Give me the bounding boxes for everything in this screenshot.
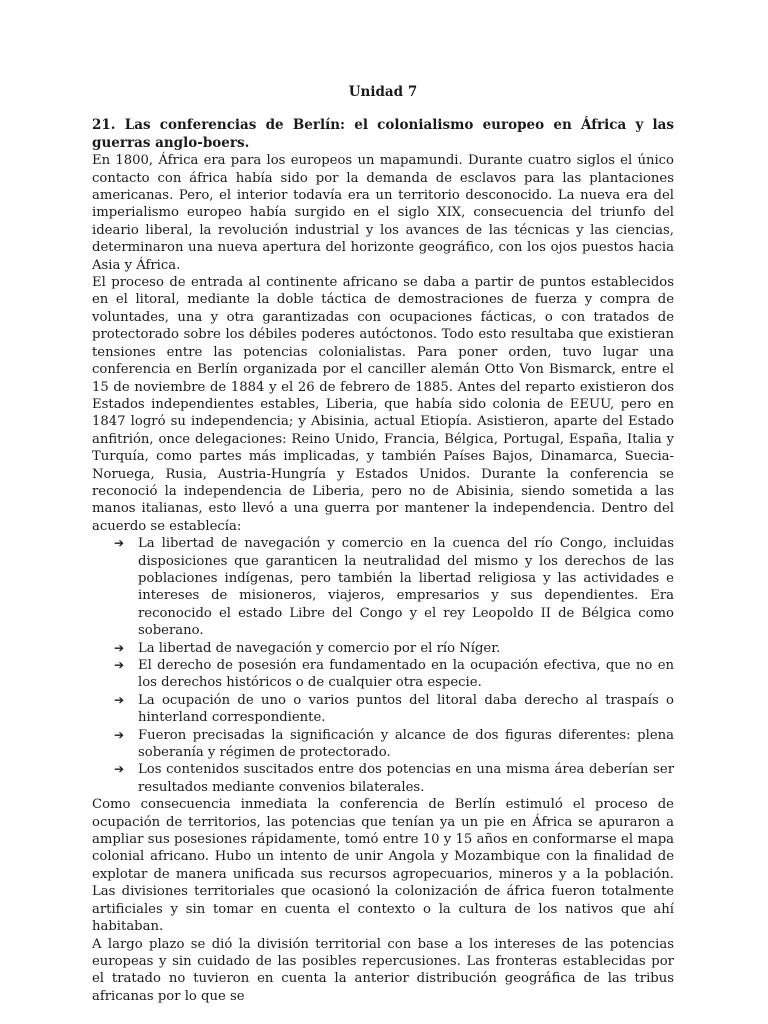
right-arrow-icon: ➔ xyxy=(114,640,125,655)
list-item-text: La libertad de navegación y comercio en la cuenca del río Congo, incluidas disposiciones que garanticen la neutralidad del mismo y los derechos de las poblaciones indígenas, pero también la libertad religiosa y las actividades e intereses de misioneros, viajeros, empresarios y sus dependientes. Era reconocido el estado Libre del Congo y el rey Leopoldo II de Bélgica como soberano. xyxy=(138,536,674,639)
right-arrow-icon: ➔ xyxy=(114,692,125,707)
right-arrow-icon: ➔ xyxy=(114,727,125,742)
list-item-text: Fueron precisadas la significación y alcance de dos figuras diferentes: plena soberanía y régimen de protectorado. xyxy=(138,727,674,761)
agreement-list xyxy=(92,535,674,796)
list-item xyxy=(114,535,674,639)
section-heading: 21. Las conferencias de Berlín: el colonialismo europeo en África y las guerras anglo-boers. xyxy=(92,117,674,151)
body-paragraph: En 1800, África era para los europeos un mapamundi. Durante cuatro siglos el único contacto con áfrica había sido por la demanda de esclavos para las plantaciones americanas. Pero, el interior todavía era un territorio desconocido. La nueva era del imperialismo europeo había surgido en el siglo XIX, consecuencia del triunfo del ideario liberal, la revolución industrial y los avances de las técnicas y las ciencias, determinaron una nueva apertura del horizonte geográfico, con los ojos puestos hacia Asia y África. xyxy=(92,153,674,273)
list-item-text: El derecho de posesión era fundamentado en la ocupación efectiva, que no en los derechos históricos o de cualquier otra especie. xyxy=(138,658,674,691)
list-item xyxy=(114,761,674,796)
list-item-text: Los contenidos suscitados entre dos potencias en una misma área deberían ser resultados mediante convenios bilaterales. xyxy=(138,762,674,795)
body-paragraph: Como consecuencia inmediata la conferencia de Berlín estimuló el proceso de ocupación de territorios, las potencias que tenían ya un pie en África se apuraron a ampliar sus posesiones rápidamente, tomó entre 10 y 15 años en conformarse el mapa colonial africano. Hubo un intento de unir Angola y Mozambique con la finalidad de explotar de manera unificada sus recursos agropecuarios, mineros y a la población. Las divisiones territoriales que ocasionó la colonización de áfrica fueron totalmente artificiales y sin tomar en cuenta el contexto o la cultura de los nativos que ahí habitaban. xyxy=(92,797,674,935)
list-item xyxy=(114,640,674,657)
list-item xyxy=(114,657,674,692)
list-item xyxy=(114,727,674,762)
document-page xyxy=(92,84,674,1005)
list-item-text: La ocupación de uno o varios puntos del litoral daba derecho al traspaís o hinterland correspondiente. xyxy=(138,692,674,726)
list-item-text: La libertad de navegación y comercio por el río Níger. xyxy=(138,640,501,656)
right-arrow-icon: ➔ xyxy=(114,658,125,672)
right-arrow-icon: ➔ xyxy=(114,536,125,551)
body-paragraph: A largo plazo se dió la división territorial con base a los intereses de las potencias europeas y sin cuidado de las posibles repercusiones. Las fronteras establecidas por el tratado no tuvieron en cuenta la anterior distribución geográfica de las tribus africanas por lo que se xyxy=(92,936,674,1004)
body-paragraph: El proceso de entrada al continente africano se daba a partir de puntos establecidos en el litoral, mediante la doble táctica de demostraciones de fuerza y compra de voluntades, una y otra garantizadas con ocupaciones fácticas, o con tratados de protectorado sobre los débiles poderes autóctonos. Todo esto resultaba que existieran tensiones entre las potencias colonialistas. Para poner orden, tuvo lugar una conferencia en Berlín organizada por el canciller alemán Otto Von Bismarck, entre el 15 de noviembre de 1884 y el 26 de febrero de 1885. Antes del reparto existieron dos Estados independientes estables, Liberia, que había sido colonia de EEUU, pero en 1847 logró su independencia; y Abisinia, actual Etiopía. Asistieron, aparte del Estado anfitrión, once delegaciones: Reino Unido, Francia, Bélgica, Portugal, España, Italia y Turquía, como partes más implicadas, y también Países Bajos, Dinamarca, Suecia-Noruega, Rusia, Austria-Hungría y Estados Unidos. Durante la conferencia se reconoció la independencia de Liberia, pero no de Abisinia, siendo sometida a las manos italianas, esto llevó a una guerra por mantener la independencia. Dentro del acuerdo se establecía: xyxy=(92,275,674,534)
list-item xyxy=(114,692,674,727)
right-arrow-icon: ➔ xyxy=(114,762,125,777)
unit-title: Unidad 7 xyxy=(348,84,418,100)
